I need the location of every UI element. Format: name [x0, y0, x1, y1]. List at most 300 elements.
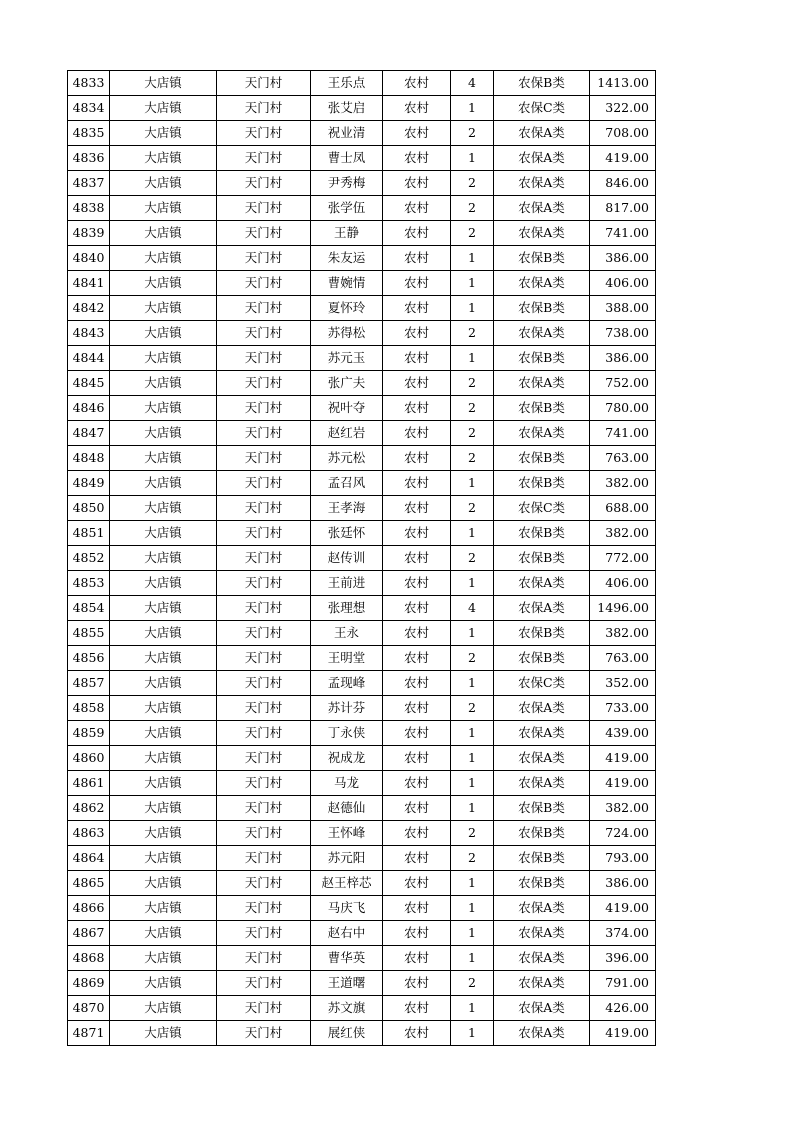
- insurance-class-cell: 农保A类: [494, 721, 590, 746]
- village-cell: 天门村: [217, 971, 311, 996]
- amount-cell: 733.00: [590, 696, 656, 721]
- area-type-cell: 农村: [383, 796, 451, 821]
- area-type-cell: 农村: [383, 221, 451, 246]
- village-cell: 天门村: [217, 546, 311, 571]
- table-row: [68, 396, 656, 421]
- insurance-class-cell: 农保B类: [494, 871, 590, 896]
- row-id-cell: 4865: [68, 871, 110, 896]
- town-cell: 大店镇: [110, 246, 217, 271]
- village-cell: 天门村: [217, 121, 311, 146]
- area-type-cell: 农村: [383, 946, 451, 971]
- household-size-cell: 1: [451, 471, 494, 496]
- row-id-cell: 4836: [68, 146, 110, 171]
- row-id-cell: 4868: [68, 946, 110, 971]
- village-cell: 天门村: [217, 96, 311, 121]
- amount-cell: 396.00: [590, 946, 656, 971]
- household-size-cell: 1: [451, 946, 494, 971]
- town-cell: 大店镇: [110, 671, 217, 696]
- name-cell: 张廷怀: [311, 521, 383, 546]
- village-cell: 天门村: [217, 621, 311, 646]
- row-id-cell: 4840: [68, 246, 110, 271]
- amount-cell: 419.00: [590, 896, 656, 921]
- table-row: [68, 171, 656, 196]
- insurance-class-cell: 农保A类: [494, 196, 590, 221]
- household-size-cell: 2: [451, 121, 494, 146]
- table-row: [68, 421, 656, 446]
- table-row: [68, 596, 656, 621]
- table-row: [68, 546, 656, 571]
- amount-cell: 426.00: [590, 996, 656, 1021]
- insurance-class-cell: 农保A类: [494, 921, 590, 946]
- table-row: [68, 946, 656, 971]
- table-row: [68, 721, 656, 746]
- amount-cell: 752.00: [590, 371, 656, 396]
- insurance-class-cell: 农保C类: [494, 96, 590, 121]
- town-cell: 大店镇: [110, 421, 217, 446]
- name-cell: 王孝海: [311, 496, 383, 521]
- insurance-class-cell: 农保A类: [494, 121, 590, 146]
- amount-cell: 419.00: [590, 771, 656, 796]
- insurance-class-cell: 农保B类: [494, 246, 590, 271]
- insurance-class-cell: 农保A类: [494, 221, 590, 246]
- household-size-cell: 2: [451, 646, 494, 671]
- row-id-cell: 4845: [68, 371, 110, 396]
- insurance-class-cell: 农保B类: [494, 846, 590, 871]
- village-cell: 天门村: [217, 246, 311, 271]
- area-type-cell: 农村: [383, 621, 451, 646]
- household-size-cell: 4: [451, 596, 494, 621]
- town-cell: 大店镇: [110, 796, 217, 821]
- amount-cell: 419.00: [590, 1021, 656, 1046]
- row-id-cell: 4855: [68, 621, 110, 646]
- village-cell: 天门村: [217, 271, 311, 296]
- name-cell: 王明堂: [311, 646, 383, 671]
- row-id-cell: 4857: [68, 671, 110, 696]
- amount-cell: 419.00: [590, 146, 656, 171]
- village-cell: 天门村: [217, 721, 311, 746]
- table-row: [68, 496, 656, 521]
- row-id-cell: 4841: [68, 271, 110, 296]
- town-cell: 大店镇: [110, 921, 217, 946]
- area-type-cell: 农村: [383, 446, 451, 471]
- area-type-cell: 农村: [383, 896, 451, 921]
- insurance-class-cell: 农保A类: [494, 371, 590, 396]
- name-cell: 王怀峰: [311, 821, 383, 846]
- table-row: [68, 96, 656, 121]
- row-id-cell: 4860: [68, 746, 110, 771]
- village-cell: 天门村: [217, 296, 311, 321]
- household-size-cell: 2: [451, 196, 494, 221]
- insurance-class-cell: 农保B类: [494, 796, 590, 821]
- town-cell: 大店镇: [110, 221, 217, 246]
- insurance-class-cell: 农保A类: [494, 746, 590, 771]
- household-size-cell: 2: [451, 396, 494, 421]
- name-cell: 张学伍: [311, 196, 383, 221]
- village-cell: 天门村: [217, 146, 311, 171]
- village-cell: 天门村: [217, 996, 311, 1021]
- amount-cell: 793.00: [590, 846, 656, 871]
- name-cell: 曹婉情: [311, 271, 383, 296]
- row-id-cell: 4870: [68, 996, 110, 1021]
- area-type-cell: 农村: [383, 746, 451, 771]
- household-size-cell: 1: [451, 346, 494, 371]
- table-row: [68, 996, 656, 1021]
- area-type-cell: 农村: [383, 321, 451, 346]
- row-id-cell: 4854: [68, 596, 110, 621]
- amount-cell: 382.00: [590, 471, 656, 496]
- table-row: [68, 121, 656, 146]
- area-type-cell: 农村: [383, 721, 451, 746]
- household-size-cell: 1: [451, 271, 494, 296]
- amount-cell: 322.00: [590, 96, 656, 121]
- name-cell: 张艾启: [311, 96, 383, 121]
- area-type-cell: 农村: [383, 71, 451, 96]
- town-cell: 大店镇: [110, 596, 217, 621]
- table-row: [68, 746, 656, 771]
- village-cell: 天门村: [217, 796, 311, 821]
- village-cell: 天门村: [217, 221, 311, 246]
- insurance-class-cell: 农保A类: [494, 971, 590, 996]
- table-row: [68, 471, 656, 496]
- row-id-cell: 4871: [68, 1021, 110, 1046]
- area-type-cell: 农村: [383, 396, 451, 421]
- row-id-cell: 4869: [68, 971, 110, 996]
- row-id-cell: 4852: [68, 546, 110, 571]
- amount-cell: 388.00: [590, 296, 656, 321]
- area-type-cell: 农村: [383, 121, 451, 146]
- row-id-cell: 4846: [68, 396, 110, 421]
- household-size-cell: 1: [451, 896, 494, 921]
- amount-cell: 382.00: [590, 796, 656, 821]
- amount-cell: 780.00: [590, 396, 656, 421]
- table-row: [68, 321, 656, 346]
- table-row: [68, 871, 656, 896]
- area-type-cell: 农村: [383, 921, 451, 946]
- town-cell: 大店镇: [110, 346, 217, 371]
- row-id-cell: 4839: [68, 221, 110, 246]
- insurance-class-cell: 农保A类: [494, 946, 590, 971]
- household-size-cell: 1: [451, 996, 494, 1021]
- area-type-cell: 农村: [383, 296, 451, 321]
- name-cell: 苏文旗: [311, 996, 383, 1021]
- area-type-cell: 农村: [383, 421, 451, 446]
- village-cell: 天门村: [217, 371, 311, 396]
- area-type-cell: 农村: [383, 871, 451, 896]
- amount-cell: 791.00: [590, 971, 656, 996]
- row-id-cell: 4849: [68, 471, 110, 496]
- insurance-class-cell: 农保B类: [494, 821, 590, 846]
- name-cell: 赵红岩: [311, 421, 383, 446]
- table-row: [68, 571, 656, 596]
- insurance-class-cell: 农保B类: [494, 346, 590, 371]
- table-row: [68, 621, 656, 646]
- area-type-cell: 农村: [383, 371, 451, 396]
- town-cell: 大店镇: [110, 896, 217, 921]
- amount-cell: 352.00: [590, 671, 656, 696]
- household-size-cell: 1: [451, 871, 494, 896]
- row-id-cell: 4863: [68, 821, 110, 846]
- town-cell: 大店镇: [110, 846, 217, 871]
- area-type-cell: 农村: [383, 271, 451, 296]
- town-cell: 大店镇: [110, 996, 217, 1021]
- row-id-cell: 4834: [68, 96, 110, 121]
- area-type-cell: 农村: [383, 821, 451, 846]
- insurance-class-cell: 农保B类: [494, 446, 590, 471]
- row-id-cell: 4833: [68, 71, 110, 96]
- village-cell: 天门村: [217, 896, 311, 921]
- table-row: [68, 521, 656, 546]
- town-cell: 大店镇: [110, 971, 217, 996]
- village-cell: 天门村: [217, 396, 311, 421]
- amount-cell: 741.00: [590, 221, 656, 246]
- table-body: [68, 71, 656, 1046]
- area-type-cell: 农村: [383, 196, 451, 221]
- row-id-cell: 4853: [68, 571, 110, 596]
- insurance-class-cell: 农保A类: [494, 421, 590, 446]
- insurance-class-cell: 农保B类: [494, 546, 590, 571]
- name-cell: 祝叶夺: [311, 396, 383, 421]
- town-cell: 大店镇: [110, 396, 217, 421]
- household-size-cell: 2: [451, 221, 494, 246]
- village-cell: 天门村: [217, 1021, 311, 1046]
- row-id-cell: 4859: [68, 721, 110, 746]
- row-id-cell: 4843: [68, 321, 110, 346]
- household-size-cell: 2: [451, 321, 494, 346]
- amount-cell: 374.00: [590, 921, 656, 946]
- household-size-cell: 1: [451, 571, 494, 596]
- town-cell: 大店镇: [110, 696, 217, 721]
- insurance-class-cell: 农保A类: [494, 696, 590, 721]
- household-size-cell: 2: [451, 546, 494, 571]
- amount-cell: 386.00: [590, 346, 656, 371]
- village-cell: 天门村: [217, 321, 311, 346]
- insurance-class-cell: 农保A类: [494, 1021, 590, 1046]
- area-type-cell: 农村: [383, 546, 451, 571]
- area-type-cell: 农村: [383, 696, 451, 721]
- table-row: [68, 71, 656, 96]
- village-cell: 天门村: [217, 846, 311, 871]
- amount-cell: 406.00: [590, 271, 656, 296]
- household-size-cell: 1: [451, 921, 494, 946]
- insurance-class-cell: 农保A类: [494, 896, 590, 921]
- town-cell: 大店镇: [110, 471, 217, 496]
- table-row: [68, 246, 656, 271]
- amount-cell: 688.00: [590, 496, 656, 521]
- amount-cell: 1496.00: [590, 596, 656, 621]
- table-row: [68, 221, 656, 246]
- household-size-cell: 1: [451, 721, 494, 746]
- household-size-cell: 2: [451, 696, 494, 721]
- insurance-class-cell: 农保A类: [494, 996, 590, 1021]
- household-size-cell: 1: [451, 796, 494, 821]
- village-cell: 天门村: [217, 871, 311, 896]
- amount-cell: 708.00: [590, 121, 656, 146]
- insurance-class-cell: 农保A类: [494, 171, 590, 196]
- area-type-cell: 农村: [383, 496, 451, 521]
- area-type-cell: 农村: [383, 146, 451, 171]
- village-cell: 天门村: [217, 821, 311, 846]
- row-id-cell: 4851: [68, 521, 110, 546]
- amount-cell: 817.00: [590, 196, 656, 221]
- town-cell: 大店镇: [110, 496, 217, 521]
- row-id-cell: 4866: [68, 896, 110, 921]
- name-cell: 赵传训: [311, 546, 383, 571]
- town-cell: 大店镇: [110, 746, 217, 771]
- household-size-cell: 1: [451, 746, 494, 771]
- town-cell: 大店镇: [110, 71, 217, 96]
- amount-cell: 439.00: [590, 721, 656, 746]
- row-id-cell: 4850: [68, 496, 110, 521]
- village-cell: 天门村: [217, 646, 311, 671]
- table-row: [68, 371, 656, 396]
- village-cell: 天门村: [217, 196, 311, 221]
- town-cell: 大店镇: [110, 121, 217, 146]
- insurance-class-cell: 农保C类: [494, 496, 590, 521]
- name-cell: 张广夫: [311, 371, 383, 396]
- insurance-class-cell: 农保A类: [494, 271, 590, 296]
- area-type-cell: 农村: [383, 971, 451, 996]
- household-size-cell: 1: [451, 621, 494, 646]
- table-row: [68, 346, 656, 371]
- insurance-class-cell: 农保B类: [494, 521, 590, 546]
- amount-cell: 846.00: [590, 171, 656, 196]
- area-type-cell: 农村: [383, 521, 451, 546]
- table-row: [68, 696, 656, 721]
- row-id-cell: 4837: [68, 171, 110, 196]
- area-type-cell: 农村: [383, 1021, 451, 1046]
- insurance-class-cell: 农保A类: [494, 146, 590, 171]
- amount-cell: 382.00: [590, 521, 656, 546]
- name-cell: 曹士凤: [311, 146, 383, 171]
- amount-cell: 763.00: [590, 446, 656, 471]
- name-cell: 展红侠: [311, 1021, 383, 1046]
- household-size-cell: 4: [451, 71, 494, 96]
- area-type-cell: 农村: [383, 246, 451, 271]
- name-cell: 苏元松: [311, 446, 383, 471]
- insurance-class-cell: 农保A类: [494, 321, 590, 346]
- household-size-cell: 2: [451, 171, 494, 196]
- table-row: [68, 921, 656, 946]
- town-cell: 大店镇: [110, 546, 217, 571]
- village-cell: 天门村: [217, 746, 311, 771]
- household-size-cell: 1: [451, 296, 494, 321]
- household-size-cell: 2: [451, 496, 494, 521]
- amount-cell: 772.00: [590, 546, 656, 571]
- amount-cell: 406.00: [590, 571, 656, 596]
- row-id-cell: 4842: [68, 296, 110, 321]
- town-cell: 大店镇: [110, 1021, 217, 1046]
- amount-cell: 741.00: [590, 421, 656, 446]
- village-cell: 天门村: [217, 421, 311, 446]
- row-id-cell: 4838: [68, 196, 110, 221]
- town-cell: 大店镇: [110, 946, 217, 971]
- table-row: [68, 896, 656, 921]
- amount-cell: 1413.00: [590, 71, 656, 96]
- row-id-cell: 4844: [68, 346, 110, 371]
- name-cell: 王道曙: [311, 971, 383, 996]
- name-cell: 曹华英: [311, 946, 383, 971]
- name-cell: 王乐点: [311, 71, 383, 96]
- village-cell: 天门村: [217, 496, 311, 521]
- table-row: [68, 296, 656, 321]
- name-cell: 祝业清: [311, 121, 383, 146]
- town-cell: 大店镇: [110, 821, 217, 846]
- village-cell: 天门村: [217, 446, 311, 471]
- table-row: [68, 796, 656, 821]
- area-type-cell: 农村: [383, 96, 451, 121]
- amount-cell: 763.00: [590, 646, 656, 671]
- name-cell: 孟现峰: [311, 671, 383, 696]
- amount-cell: 382.00: [590, 621, 656, 646]
- town-cell: 大店镇: [110, 646, 217, 671]
- insurance-class-cell: 农保B类: [494, 71, 590, 96]
- table-row: [68, 671, 656, 696]
- village-cell: 天门村: [217, 696, 311, 721]
- household-size-cell: 1: [451, 671, 494, 696]
- table-row: [68, 1021, 656, 1046]
- village-cell: 天门村: [217, 671, 311, 696]
- town-cell: 大店镇: [110, 771, 217, 796]
- town-cell: 大店镇: [110, 721, 217, 746]
- data-table: [67, 70, 656, 1046]
- household-size-cell: 1: [451, 246, 494, 271]
- household-size-cell: 1: [451, 771, 494, 796]
- area-type-cell: 农村: [383, 646, 451, 671]
- insurance-class-cell: 农保B类: [494, 646, 590, 671]
- town-cell: 大店镇: [110, 196, 217, 221]
- name-cell: 苏得松: [311, 321, 383, 346]
- row-id-cell: 4856: [68, 646, 110, 671]
- town-cell: 大店镇: [110, 446, 217, 471]
- area-type-cell: 农村: [383, 846, 451, 871]
- town-cell: 大店镇: [110, 146, 217, 171]
- name-cell: 马庆飞: [311, 896, 383, 921]
- amount-cell: 386.00: [590, 246, 656, 271]
- town-cell: 大店镇: [110, 571, 217, 596]
- name-cell: 赵王梓芯: [311, 871, 383, 896]
- household-size-cell: 2: [451, 421, 494, 446]
- name-cell: 苏计芬: [311, 696, 383, 721]
- village-cell: 天门村: [217, 471, 311, 496]
- area-type-cell: 农村: [383, 996, 451, 1021]
- table-row: [68, 146, 656, 171]
- row-id-cell: 4864: [68, 846, 110, 871]
- area-type-cell: 农村: [383, 171, 451, 196]
- row-id-cell: 4847: [68, 421, 110, 446]
- row-id-cell: 4867: [68, 921, 110, 946]
- area-type-cell: 农村: [383, 596, 451, 621]
- name-cell: 尹秀梅: [311, 171, 383, 196]
- village-cell: 天门村: [217, 771, 311, 796]
- name-cell: 孟召风: [311, 471, 383, 496]
- village-cell: 天门村: [217, 946, 311, 971]
- name-cell: 苏元阳: [311, 846, 383, 871]
- town-cell: 大店镇: [110, 96, 217, 121]
- name-cell: 赵德仙: [311, 796, 383, 821]
- area-type-cell: 农村: [383, 771, 451, 796]
- row-id-cell: 4858: [68, 696, 110, 721]
- village-cell: 天门村: [217, 571, 311, 596]
- table-row: [68, 821, 656, 846]
- town-cell: 大店镇: [110, 371, 217, 396]
- name-cell: 马龙: [311, 771, 383, 796]
- table-row: [68, 771, 656, 796]
- town-cell: 大店镇: [110, 271, 217, 296]
- table-row: [68, 196, 656, 221]
- insurance-class-cell: 农保C类: [494, 671, 590, 696]
- insurance-class-cell: 农保B类: [494, 471, 590, 496]
- village-cell: 天门村: [217, 171, 311, 196]
